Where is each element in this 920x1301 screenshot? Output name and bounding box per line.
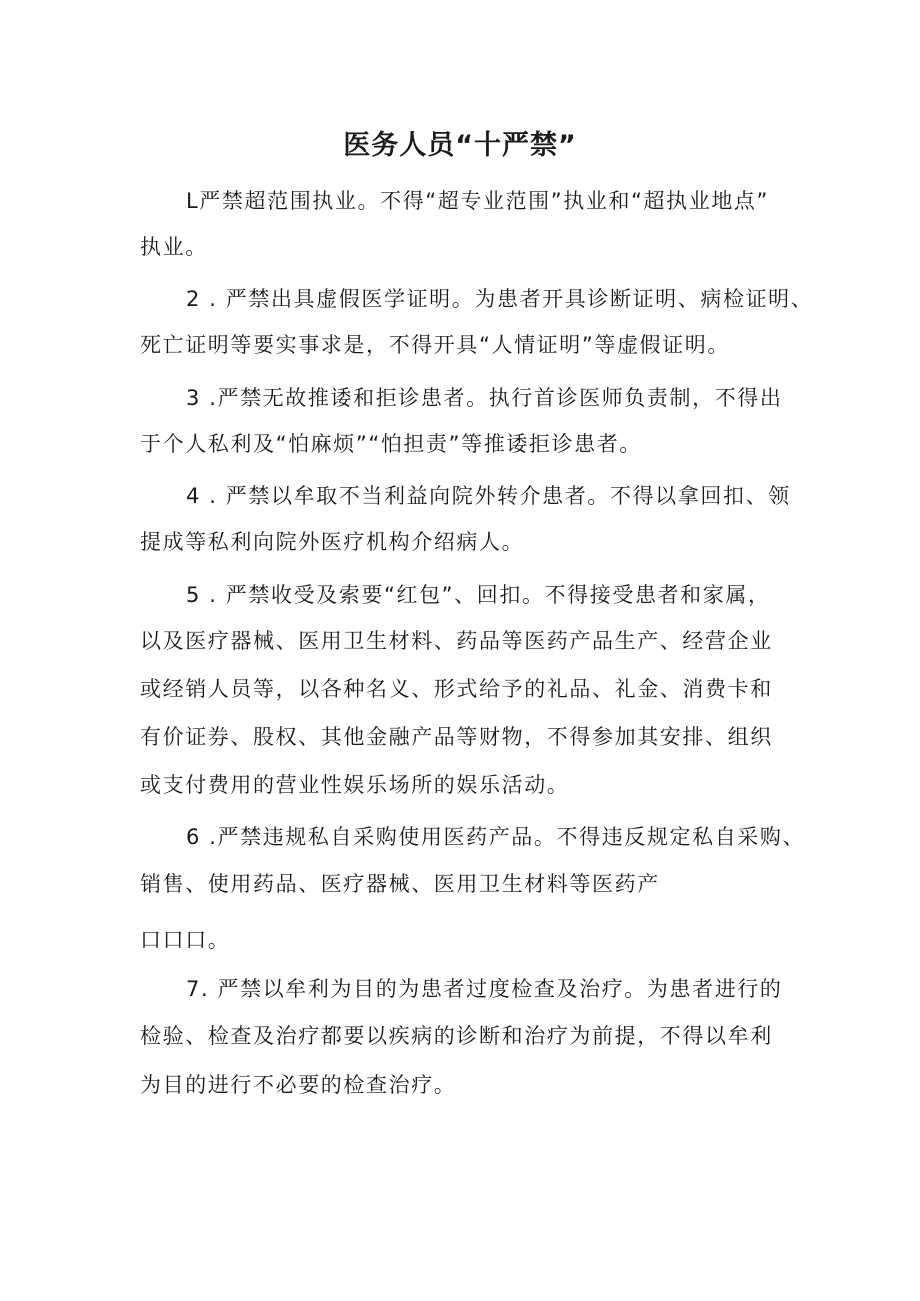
text-line: 2 . 严禁出具虚假医学证明。为患者开具诊断证明、病检证明、 [186, 287, 814, 311]
document-title: 医务人员“十严禁” [343, 130, 577, 161]
text-line: 或经销人员等，以各种名义、形式给予的礼品、礼金、消费卡和 [140, 677, 773, 701]
text-line: 为目的进行不必要的检查治疗。 [140, 1073, 457, 1097]
text-line: 以及医疗器械、医用卫生材料、药品等医药产品生产、经营企业 [140, 629, 773, 653]
text-line: 提成等私利向院外医疗机构介绍病人。 [140, 530, 525, 554]
text-line: 检验、检查及治疗都要以疾病的诊断和治疗为前提，不得以牟利 [140, 1024, 773, 1048]
text-line: 5 . 严禁收受及索要“红包”、回扣。不得接受患者和家属， [186, 583, 771, 607]
text-line: 4 . 严禁以牟取不当利益向院外转介患者。不得以拿回扣、领 [186, 484, 791, 508]
text-line: 3 .严禁无故推诿和拒诊患者。执行首诊医师负责制，不得出 [186, 386, 783, 410]
text-line: 死亡证明等要实事求是，不得开具“人情证明”等虚假证明。 [140, 333, 730, 357]
text-line: 6 .严禁违规私自采购使用医药产品。不得违反规定私自采购、 [186, 825, 806, 849]
text-line: 或支付费用的营业性娱乐场所的娱乐活动。 [140, 773, 570, 797]
text-line: 于个人私利及“怕麻烦”“怕担责”等推诿拒诊患者。 [140, 432, 642, 456]
text-line: 口口口。 [140, 928, 231, 952]
text-line: 7. 严禁以牟利为目的为患者过度检查及治疗。为患者进行的 [186, 977, 783, 1001]
text-line: 执业。 [140, 235, 208, 259]
text-line: 销售、使用药品、医疗器械、医用卫生材料等医药产 [140, 872, 660, 896]
text-line: L严禁超范围执业。不得“超专业范围”执业和“超执业地点” [186, 189, 770, 213]
text-line: 有价证券、股权、其他金融产品等财物，不得参加其安排、组织 [140, 725, 773, 749]
